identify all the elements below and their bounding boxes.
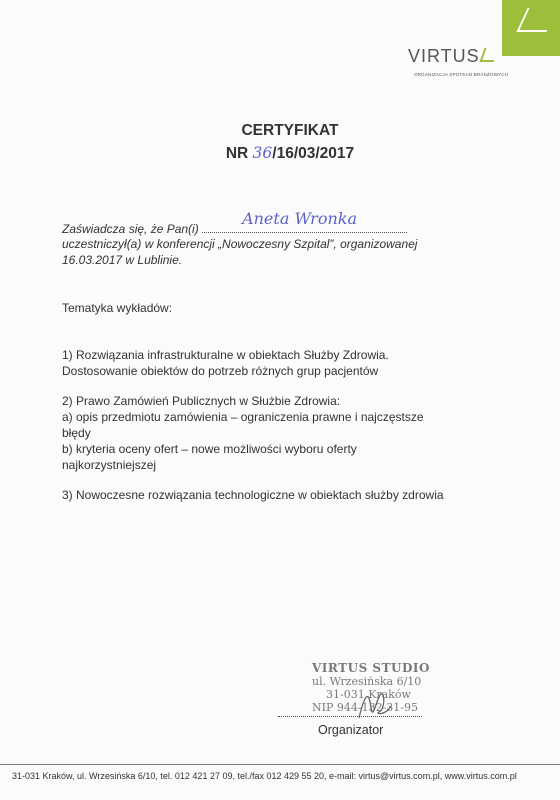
certificate-title: CERTYFIKAT [241,122,339,139]
topics-heading: Tematyka wykładów: [62,301,173,315]
topic-2-a-line-2: błędy [62,426,91,440]
signature-line [278,716,422,717]
certificate-number [10,144,560,163]
virtus-logo [408,46,528,77]
organizer-label: Organizator [318,723,384,737]
topic-2-b-line-2: najkorzystniejszej [62,458,157,472]
stamp-nip: NIP 944-132-31-95 [312,701,419,714]
intro-line-1 [62,209,482,237]
name-field [202,209,407,233]
topic-1-line-2: Dostosowanie obiektów do potrzeb różnych grup pacjentów [62,364,379,378]
logo-name: VIRTUS [408,46,480,66]
stamp-street: ul. Wrzesińska 6/10 [312,675,422,688]
footer-divider [0,764,560,765]
intro-line-3: 16.03.2017 w Lublinie. [62,253,183,267]
stamp-city: 31-031 Kraków [326,688,411,701]
logo-tagline: ORGANIZACJA SPOTKAŃ BRANŻOWYCH [414,72,509,77]
footer-contact: 31-031 Kraków, ul. Wrzesińska 6/10, tel. 012 421 27 09, tel./fax 012 429 55 20, e-mail: virtus@virtus.com.pl, www.virtus.com.pl [12,771,517,781]
topic-1-line-1: 1) Rozwiązania infrastrukturalne w obiektach Służby Zdrowia. [62,348,389,362]
logo-check-icon [479,48,498,62]
stamp-name: VIRTUS STUDIO [312,661,430,675]
signature-scribble [355,688,395,724]
handwritten-number: 36 [252,144,273,162]
number-suffix: /16/03/2017 [272,145,355,162]
number-prefix: NR [225,145,249,162]
topic-3: 3) Nowoczesne rozwiązania technologiczne w obiektach służby zdrowia [62,488,444,502]
intro-prefix: Zaświadcza się, że Pan(i) [62,222,199,236]
topic-2-b-line-1: b) kryteria oceny ofert – nowe możliwości wyboru oferty [62,442,357,456]
intro-line-2: uczestniczył(a) w konferencji „Nowoczesny Szpital”, organizowanej [62,237,418,251]
topic-2-a-line-1: a) opis przedmiotu zamówienia – ograniczenia prawne i najczęstsze [62,410,424,424]
topic-2-line-1: 2) Prawo Zamówień Publicznych w Służbie Zdrowia: [62,394,341,408]
participant-name: Aneta Wronka [242,209,357,228]
